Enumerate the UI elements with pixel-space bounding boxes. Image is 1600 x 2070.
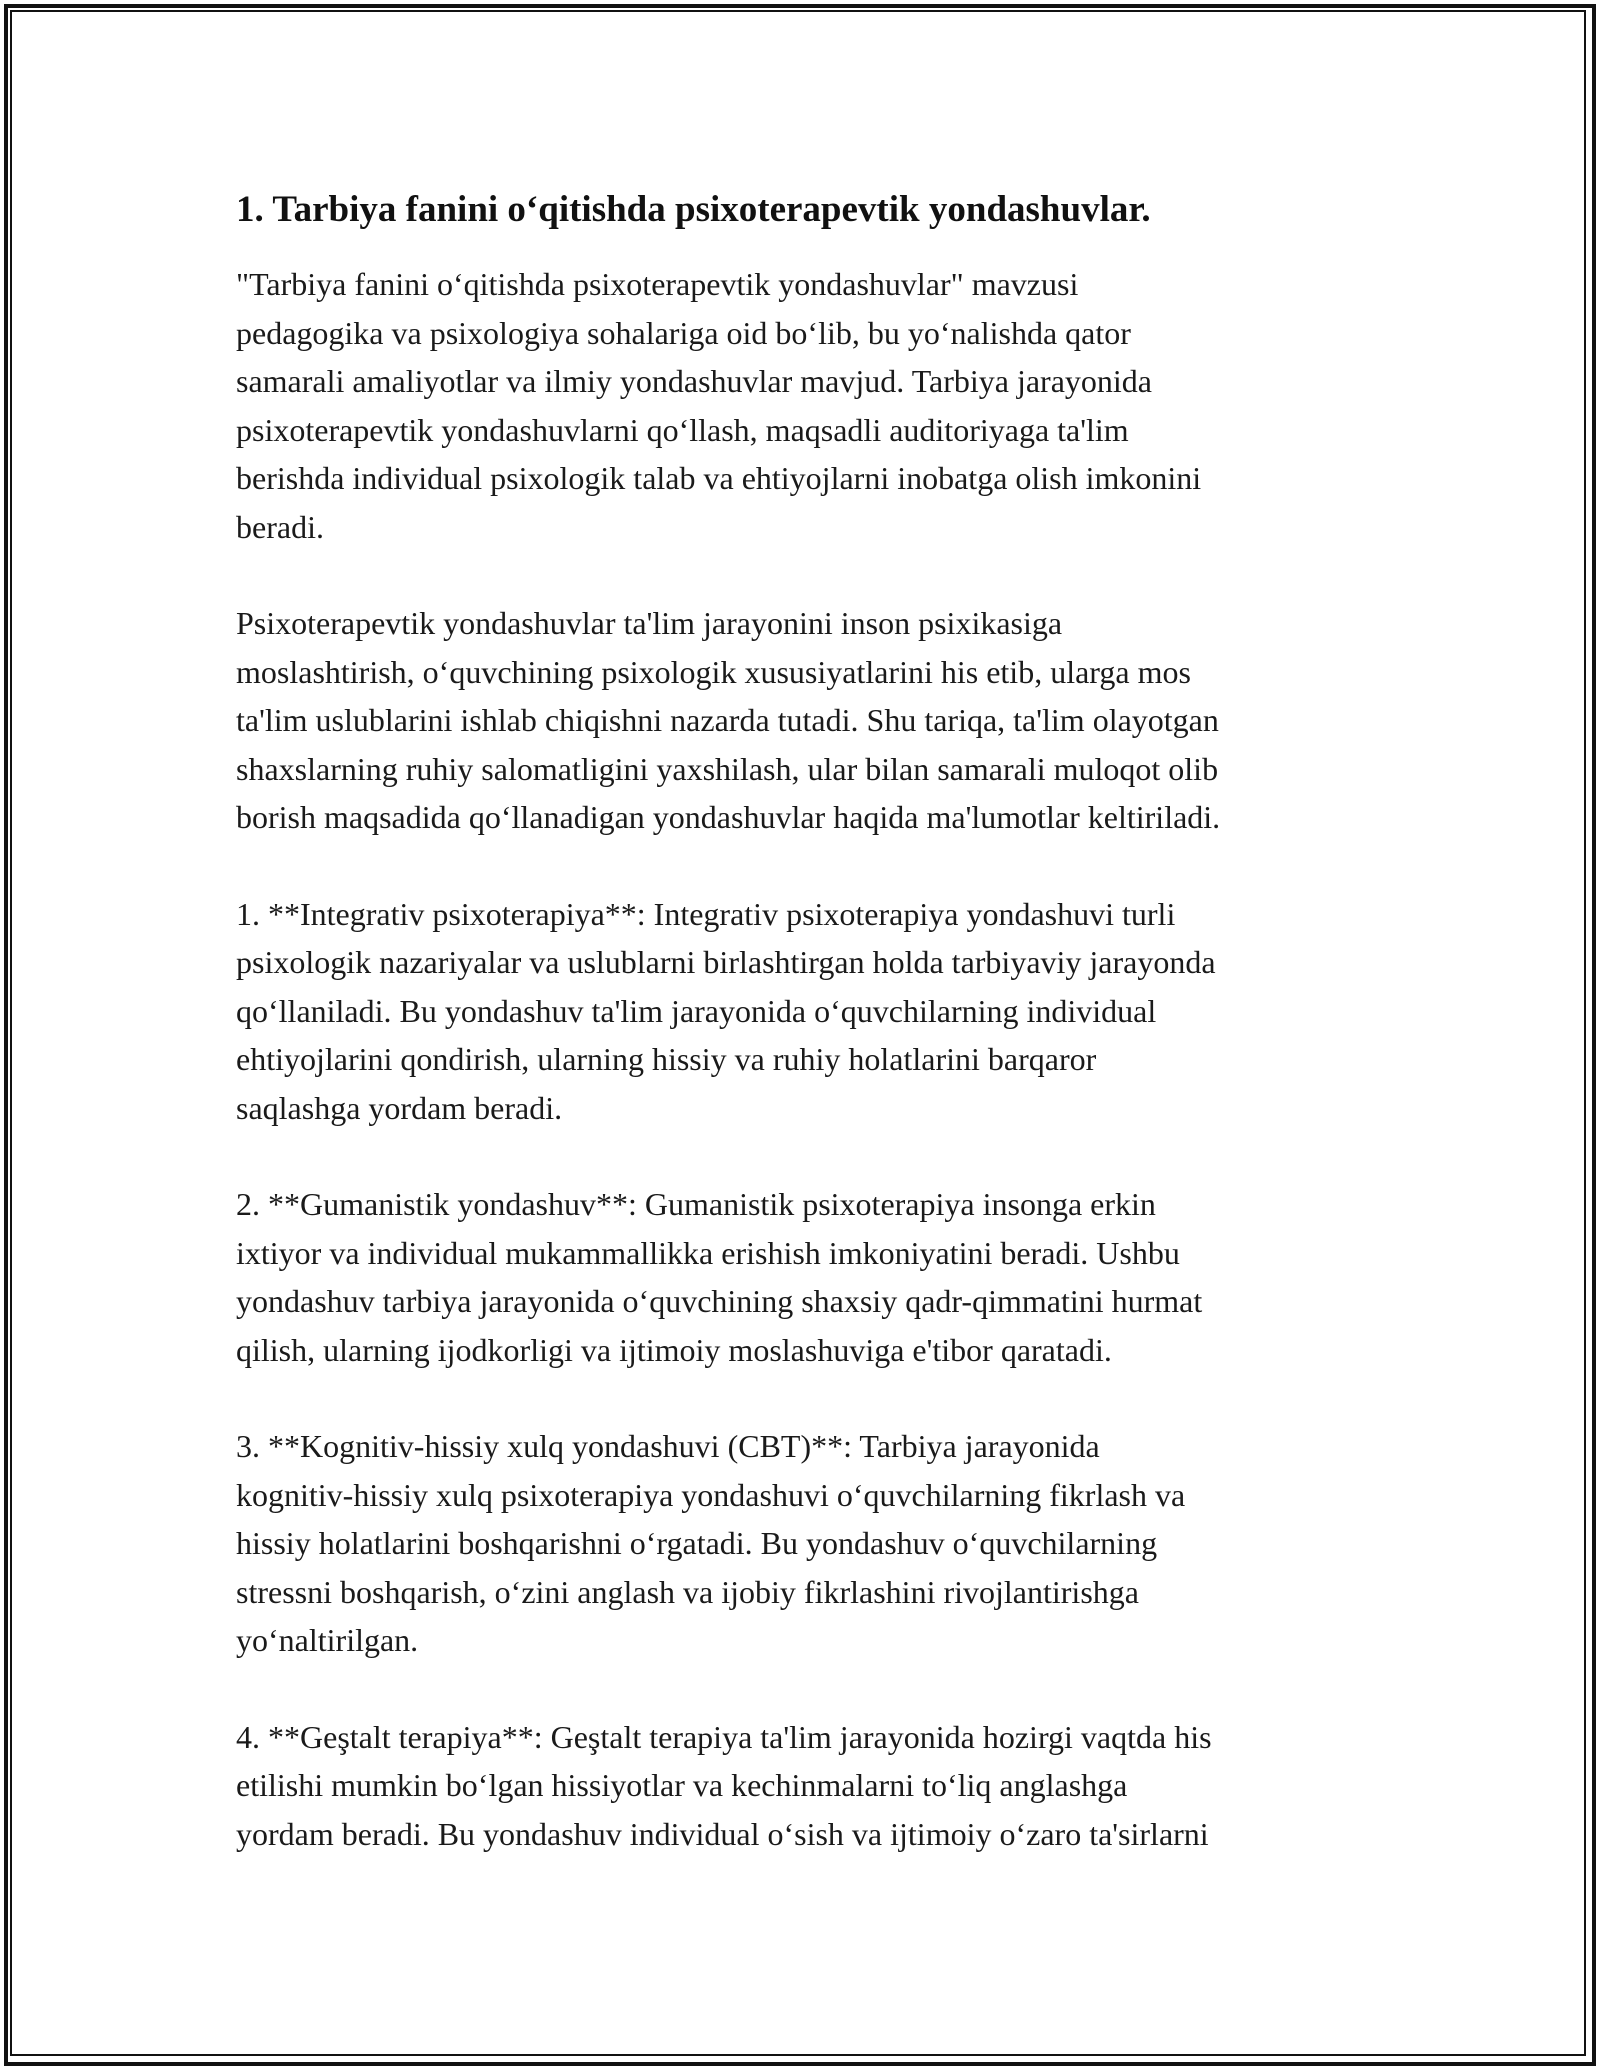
paragraph-line: yo‘naltirilgan.	[236, 1622, 419, 1658]
paragraph-line: yondashuv tarbiya jarayonida o‘quvchining shaxsiy qadr-qimmatini hurmat	[236, 1283, 1203, 1319]
paragraph-line: ehtiyojlarini qondirish, ularning hissiy va ruhiy holatlarini barqaror	[236, 1041, 1097, 1077]
paragraph-line: "Tarbiya fanini o‘qitishda psixoterapevtik yondashuvlar" mavzusi	[236, 266, 1079, 302]
paragraph-line: ta'lim uslublarini ishlab chiqishni nazarda tutadi. Shu tariqa, ta'lim olayotgan	[236, 702, 1219, 738]
paragraph-1	[236, 260, 1376, 551]
paragraph-line: borish maqsadida qo‘llanadigan yondashuvlar haqida ma'lumotlar keltiriladi.	[236, 799, 1221, 835]
paragraph-line: pedagogika va psixologiya sohalariga oid bo‘lib, bu yo‘nalishda qator	[236, 314, 1131, 351]
paragraph-line: kognitiv-hissiy xulq psixoterapiya yondashuvi o‘quvchilarning fikrlash va	[236, 1476, 1186, 1513]
paragraph-line: ixtiyor va individual mukammallikka erishish imkoniyatini beradi. Ushbu	[236, 1234, 1180, 1271]
paragraph-3	[236, 890, 1376, 1133]
paragraph-line: berishda individual psixologik talab va ehtiyojlarni inobatga olish imkonini	[236, 460, 1202, 496]
paragraph-line: shaxslarning ruhiy salomatligini yaxshilash, ular bilan samarali muloqot olib	[236, 750, 1219, 787]
paragraph-line: qilish, ularning ijodkorligi va ijtimoiy moslashuviga e'tibor qaratadi.	[236, 1331, 1112, 1368]
paragraph-line: 1. **Integrativ psixoterapiya**: Integrativ psixoterapiya yondashuvi turli	[236, 895, 1176, 932]
paragraph-line: qo‘llaniladi. Bu yondashuv ta'lim jarayonida o‘quvchilarning individual	[236, 992, 1157, 1029]
paragraph-line: psixoterapevtik yondashuvlarni qo‘llash, maqsadli auditoriyaga ta'lim	[236, 411, 1129, 448]
paragraph-line: etilishi mumkin bo‘lgan hissiyotlar va kechinmalarni to‘liq anglashga	[236, 1767, 1128, 1803]
paragraph-6	[236, 1713, 1376, 1859]
paragraph-line: 3. **Kognitiv-hissiy xulq yondashuvi (CBT)**: Tarbiya jarayonida	[236, 1428, 1100, 1464]
paragraph-line: 4. **Geştalt terapiya**: Geştalt terapiya ta'lim jarayonida hozirgi vaqtda his	[236, 1718, 1212, 1755]
paragraph-line: hissiy holatlarini boshqarishni o‘rgatadi. Bu yondashuv o‘quvchilarning	[236, 1525, 1158, 1561]
document-title: 1. Tarbiya fanini o‘qitishda psixoterapevtik yondashuvlar.	[236, 189, 1151, 230]
paragraph-line: beradi.	[236, 508, 324, 545]
paragraph-line: 2. **Gumanistik yondashuv**: Gumanistik psixoterapiya insonga erkin	[236, 1186, 1156, 1222]
paragraph-2	[236, 599, 1376, 842]
paragraph-line: psixologik nazariyalar va uslublarni birlashtirgan holda tarbiyaviy jarayonda	[236, 944, 1216, 980]
paragraph-list	[236, 260, 1376, 1858]
paragraph-line: saqlashga yordam beradi.	[236, 1089, 563, 1126]
paragraph-line: samarali amaliyotlar va ilmiy yondashuvlar mavjud. Tarbiya jarayonida	[236, 363, 1152, 399]
paragraph-4	[236, 1180, 1376, 1374]
paragraph-line: Psixoterapevtik yondashuvlar ta'lim jarayonini inson psixikasiga	[236, 605, 1063, 641]
paragraph-line: moslashtirish, o‘quvchining psixologik xususiyatlarini his etib, ularga mos	[236, 653, 1191, 690]
document-body	[236, 186, 1376, 1906]
paragraph-5	[236, 1422, 1376, 1665]
paragraph-line: yordam beradi. Bu yondashuv individual o‘sish va ijtimoiy o‘zaro ta'sirlarni	[236, 1815, 1209, 1852]
paragraph-line: stressni boshqarish, o‘zini anglash va ijobiy fikrlashini rivojlantirishga	[236, 1573, 1139, 1610]
